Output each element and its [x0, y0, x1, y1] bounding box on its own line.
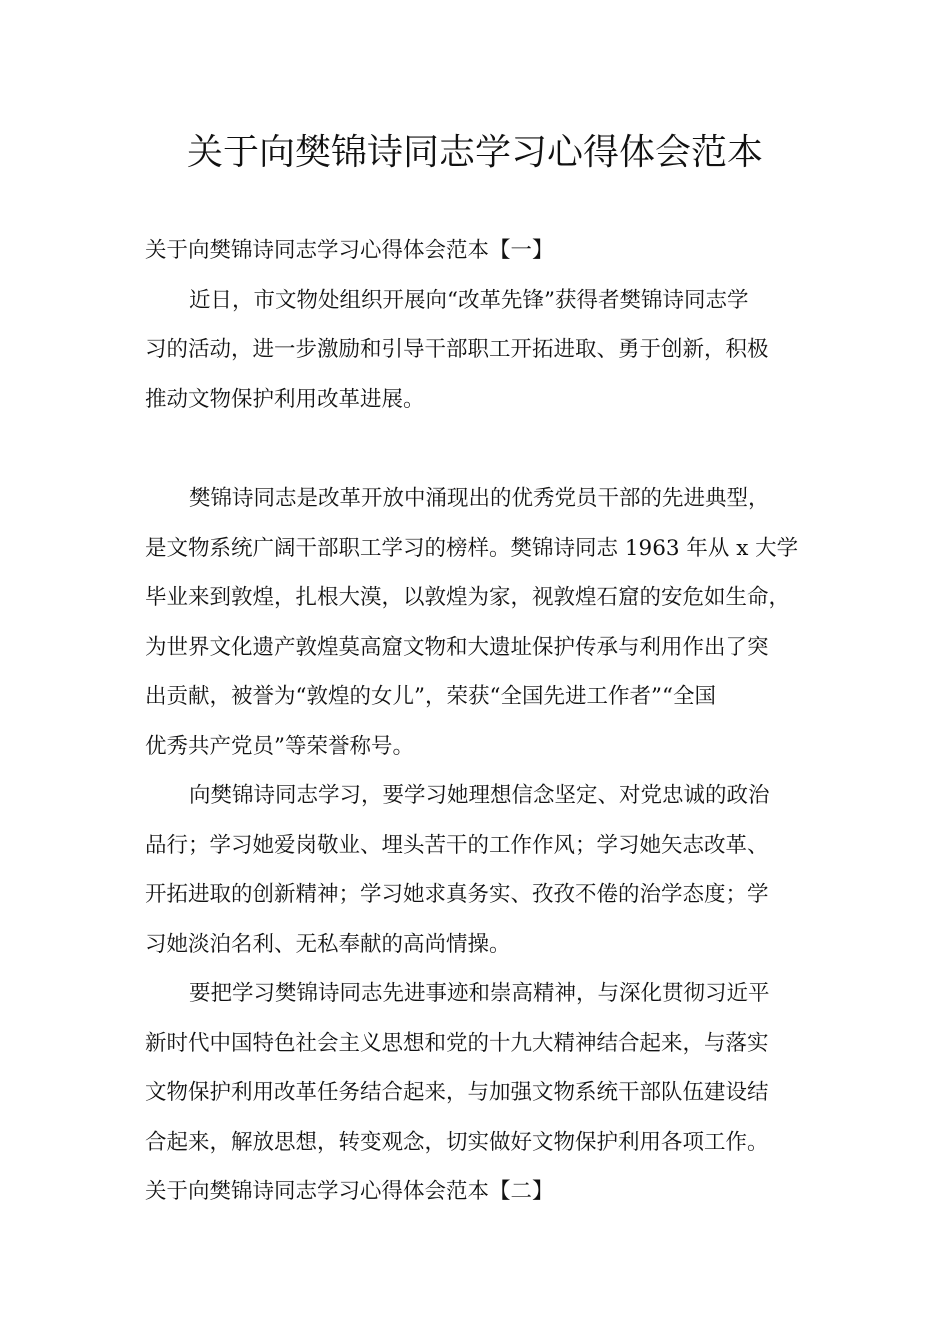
paragraph-line: 习的活动，进一步激励和引导干部职工开拓进取、勇于创新，积极 — [145, 337, 769, 362]
section-one-heading: 关于向樊锦诗同志学习心得体会范本【一】 — [145, 238, 554, 263]
paragraph-line: 习她淡泊名利、无私奉献的高尚情操。 — [145, 931, 511, 957]
paragraph-2 — [145, 474, 825, 771]
paragraph-line: 为世界文化遗产敦煌莫高窟文物和大遗址保护传承与利用作出了突 — [145, 634, 769, 660]
paragraph-line: 是文物系统广阔干部职工学习的榜样。樊锦诗同志 1963 年从 x 大学 — [145, 535, 799, 561]
paragraph-line: 文物保护利用改革任务结合起来，与加强文物系统干部队伍建设结 — [145, 1080, 769, 1105]
paragraph-1 — [145, 276, 825, 425]
document-body — [145, 226, 825, 1217]
paragraph-line: 要把学习樊锦诗同志先进事迹和崇高精神，与深化贯彻习近平 — [189, 981, 770, 1006]
paragraph-line: 近日，市文物处组织开展向“改革先锋”获得者樊锦诗同志学 — [189, 287, 749, 313]
paragraph-line: 合起来，解放思想，转变观念，切实做好文物保护利用各项工作。 — [145, 1129, 769, 1155]
paragraph-line: 向樊锦诗同志学习，要学习她理想信念坚定、对党忠诚的政治 — [189, 783, 770, 808]
paragraph-line: 樊锦诗同志是改革开放中涌现出的优秀党员干部的先进典型， — [189, 486, 770, 511]
paragraph-line: 开拓进取的创新精神；学习她求真务实、孜孜不倦的治学态度；学 — [145, 882, 769, 907]
paragraph-line: 新时代中国特色社会主义思想和党的十九大精神结合起来，与落实 — [145, 1030, 769, 1056]
paragraph-line: 毕业来到敦煌，扎根大漠，以敦煌为家，视敦煌石窟的安危如生命， — [145, 585, 791, 610]
paragraph-gap — [145, 424, 825, 474]
paragraph-line: 推动文物保护利用改革进展。 — [145, 386, 425, 412]
section-two-heading: 关于向樊锦诗同志学习心得体会范本【二】 — [145, 1179, 554, 1204]
paragraph-line: 出贡献，被誉为“敦煌的女儿”，荣获“全国先进工作者”“全国 — [145, 684, 716, 709]
paragraph-4 — [145, 969, 825, 1167]
paragraph-line: 优秀共产党员”等荣誉称号。 — [145, 733, 414, 759]
paragraph-line: 品行；学习她爱岗敬业、埋头苦干的工作作风；学习她矢志改革、 — [145, 832, 769, 858]
document-title: 关于向樊锦诗同志学习心得体会范本 — [186, 132, 763, 173]
paragraph-3 — [145, 771, 825, 969]
